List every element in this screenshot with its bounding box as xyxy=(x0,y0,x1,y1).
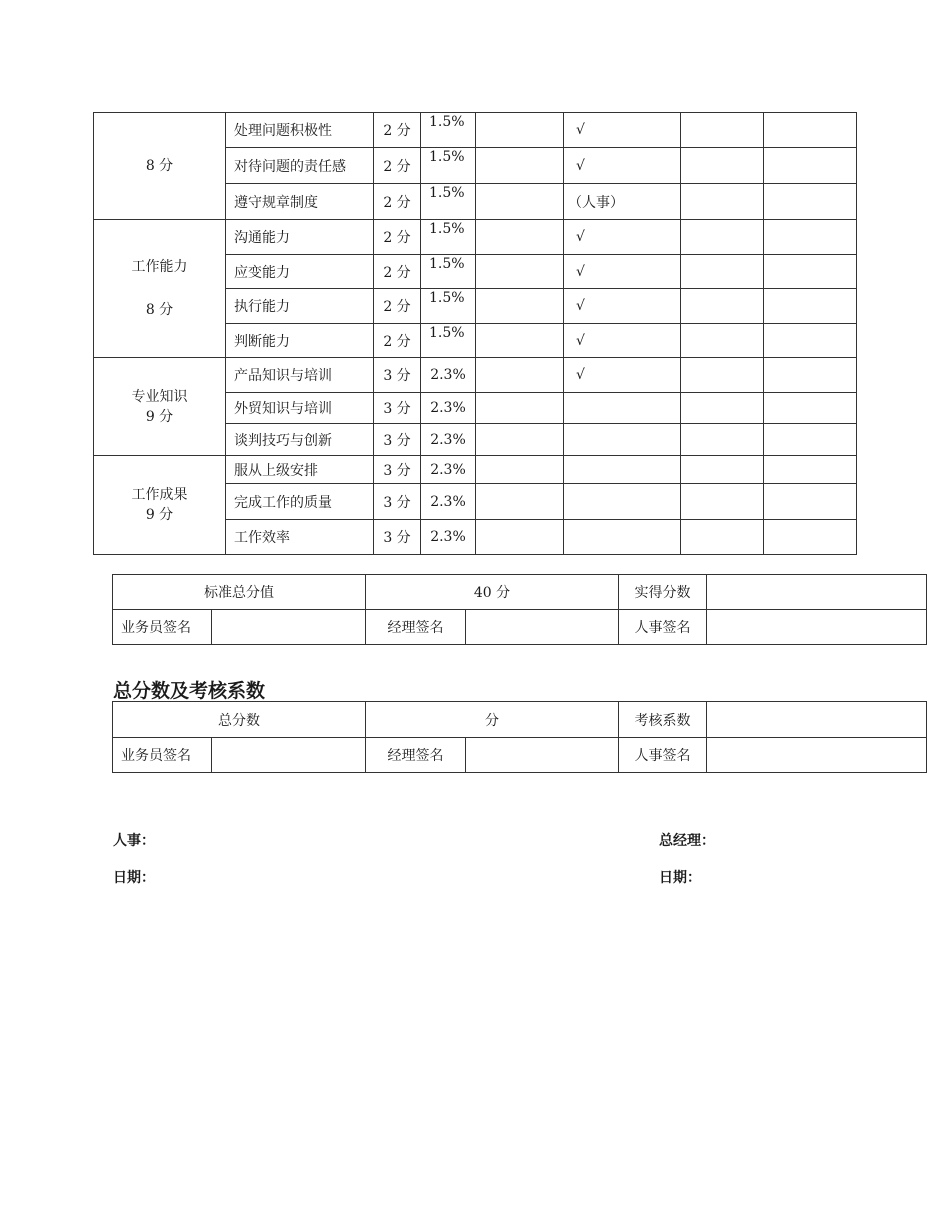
blank-cell[interactable] xyxy=(764,393,857,424)
score-cell: 3 分 xyxy=(374,358,421,393)
item-cell: 判断能力 xyxy=(226,324,374,358)
item-cell: 沟通能力 xyxy=(226,220,374,255)
blank-cell[interactable] xyxy=(476,456,564,484)
blank-cell[interactable] xyxy=(764,520,857,555)
blank-cell[interactable] xyxy=(476,393,564,424)
blank-cell[interactable] xyxy=(681,484,764,520)
coefficient-label: 考核系数 xyxy=(619,702,707,738)
blank-cell[interactable] xyxy=(681,184,764,220)
score-cell: 2 分 xyxy=(374,289,421,324)
manager-sign-label: 经理签名 xyxy=(366,738,466,773)
mark-cell[interactable] xyxy=(564,456,681,484)
weight-cell: 2.3% xyxy=(421,520,476,555)
blank-cell[interactable] xyxy=(476,358,564,393)
table-row xyxy=(113,610,927,645)
blank-cell[interactable] xyxy=(764,289,857,324)
table-row xyxy=(113,738,927,773)
item-cell: 工作效率 xyxy=(226,520,374,555)
blank-cell[interactable] xyxy=(764,324,857,358)
score-cell: 2 分 xyxy=(374,220,421,255)
blank-cell[interactable] xyxy=(681,113,764,148)
item-cell: 应变能力 xyxy=(226,255,374,289)
table-row xyxy=(113,702,927,738)
blank-cell[interactable] xyxy=(681,424,764,456)
weight-cell: 2.3% xyxy=(421,393,476,424)
weight-cell: 2.3% xyxy=(421,358,476,393)
manager-sign-field[interactable] xyxy=(466,738,619,773)
blank-cell[interactable] xyxy=(764,484,857,520)
category-score: 8 分 xyxy=(145,302,174,318)
score-cell: 2 分 xyxy=(374,184,421,220)
weight-cell: 2.3% xyxy=(421,456,476,484)
blank-cell[interactable] xyxy=(476,324,564,358)
mark-cell: √ xyxy=(564,255,681,289)
table-row xyxy=(94,113,857,148)
table-row xyxy=(94,358,857,393)
manager-sign-label: 经理签名 xyxy=(366,610,466,645)
hr-signature-label: 人事： xyxy=(113,833,155,849)
blank-cell[interactable] xyxy=(476,289,564,324)
hr-sign-field[interactable] xyxy=(707,738,927,773)
weight-cell: 1.5% xyxy=(421,113,476,148)
weight-cell: 2.3% xyxy=(421,424,476,456)
item-cell: 完成工作的质量 xyxy=(226,484,374,520)
actual-score-label: 实得分数 xyxy=(619,575,707,610)
blank-cell[interactable] xyxy=(681,393,764,424)
blank-cell[interactable] xyxy=(476,220,564,255)
item-cell: 谈判技巧与创新 xyxy=(226,424,374,456)
blank-cell[interactable] xyxy=(681,520,764,555)
date-left-label: 日期： xyxy=(113,870,155,886)
mark-cell: √ xyxy=(564,148,681,184)
blank-cell[interactable] xyxy=(764,184,857,220)
total-score-unit: 分 xyxy=(366,702,619,738)
manager-sign-field[interactable] xyxy=(466,610,619,645)
salesperson-sign-field[interactable] xyxy=(212,610,366,645)
blank-cell[interactable] xyxy=(681,324,764,358)
blank-cell[interactable] xyxy=(764,456,857,484)
blank-cell[interactable] xyxy=(476,484,564,520)
evaluation-table xyxy=(93,112,857,555)
blank-cell[interactable] xyxy=(476,113,564,148)
blank-cell[interactable] xyxy=(476,424,564,456)
category-cell xyxy=(94,113,226,220)
hr-sign-label: 人事签名 xyxy=(619,738,707,773)
category-title: 工作能力 xyxy=(131,259,188,275)
total-score-label: 总分数 xyxy=(113,702,366,738)
score-cell: 3 分 xyxy=(374,456,421,484)
weight-cell: 1.5% xyxy=(421,220,476,255)
category-score: 9 分 xyxy=(145,507,174,523)
score-cell: 3 分 xyxy=(374,393,421,424)
weight-cell: 1.5% xyxy=(421,255,476,289)
blank-cell[interactable] xyxy=(764,255,857,289)
item-cell: 遵守规章制度 xyxy=(226,184,374,220)
date-right-label: 日期： xyxy=(659,870,701,886)
weight-cell: 1.5% xyxy=(421,324,476,358)
salesperson-sign-label: 业务员签名 xyxy=(113,738,212,773)
total-score-table xyxy=(112,701,927,773)
item-cell: 产品知识与培训 xyxy=(226,358,374,393)
item-cell: 对待问题的责任感 xyxy=(226,148,374,184)
standard-total-value: 40 分 xyxy=(366,575,619,610)
blank-cell[interactable] xyxy=(681,148,764,184)
actual-score-field[interactable] xyxy=(707,575,927,610)
blank-cell[interactable] xyxy=(476,520,564,555)
score-cell: 2 分 xyxy=(374,255,421,289)
item-cell: 执行能力 xyxy=(226,289,374,324)
blank-cell[interactable] xyxy=(764,220,857,255)
blank-cell[interactable] xyxy=(681,255,764,289)
score-cell: 2 分 xyxy=(374,324,421,358)
coefficient-field[interactable] xyxy=(707,702,927,738)
weight-cell: 1.5% xyxy=(421,148,476,184)
category-score: 8 分 xyxy=(145,158,174,174)
standard-total-label: 标准总分值 xyxy=(113,575,366,610)
blank-cell[interactable] xyxy=(764,424,857,456)
score-cell: 3 分 xyxy=(374,520,421,555)
score-cell: 2 分 xyxy=(374,113,421,148)
score-cell: 2 分 xyxy=(374,148,421,184)
blank-cell[interactable] xyxy=(476,255,564,289)
weight-cell: 1.5% xyxy=(421,289,476,324)
item-cell: 服从上级安排 xyxy=(226,456,374,484)
table-row xyxy=(113,575,927,610)
score-summary-table xyxy=(112,574,927,645)
blank-cell[interactable] xyxy=(681,358,764,393)
mark-cell[interactable] xyxy=(564,393,681,424)
blank-cell[interactable] xyxy=(476,184,564,220)
table-row xyxy=(94,456,857,484)
mark-cell[interactable] xyxy=(564,484,681,520)
blank-cell[interactable] xyxy=(476,148,564,184)
table-row xyxy=(94,220,857,255)
salesperson-sign-field[interactable] xyxy=(212,738,366,773)
mark-cell: √ xyxy=(564,289,681,324)
mark-cell: √ xyxy=(564,113,681,148)
item-cell: 处理问题积极性 xyxy=(226,113,374,148)
category-cell xyxy=(94,358,226,456)
category-title: 专业知识 xyxy=(131,388,188,405)
category-score: 9 分 xyxy=(145,408,174,425)
mark-cell: （人事） xyxy=(564,184,681,220)
mark-cell: √ xyxy=(564,220,681,255)
category-title: 工作成果 xyxy=(131,487,188,503)
blank-cell[interactable] xyxy=(764,148,857,184)
hr-sign-field[interactable] xyxy=(707,610,927,645)
mark-cell: √ xyxy=(564,324,681,358)
salesperson-sign-label: 业务员签名 xyxy=(113,610,212,645)
category-cell xyxy=(94,220,226,358)
category-cell xyxy=(94,456,226,555)
mark-cell[interactable] xyxy=(564,424,681,456)
blank-cell[interactable] xyxy=(681,289,764,324)
score-cell: 3 分 xyxy=(374,424,421,456)
weight-cell: 1.5% xyxy=(421,184,476,220)
gm-signature-label: 总经理： xyxy=(659,833,715,849)
weight-cell: 2.3% xyxy=(421,484,476,520)
mark-cell[interactable] xyxy=(564,520,681,555)
blank-cell[interactable] xyxy=(681,220,764,255)
blank-cell[interactable] xyxy=(764,358,857,393)
score-cell: 3 分 xyxy=(374,484,421,520)
blank-cell[interactable] xyxy=(764,113,857,148)
item-cell: 外贸知识与培训 xyxy=(226,393,374,424)
hr-sign-label: 人事签名 xyxy=(619,610,707,645)
mark-cell: √ xyxy=(564,358,681,393)
blank-cell[interactable] xyxy=(681,456,764,484)
section-heading: 总分数及考核系数 xyxy=(113,680,266,702)
